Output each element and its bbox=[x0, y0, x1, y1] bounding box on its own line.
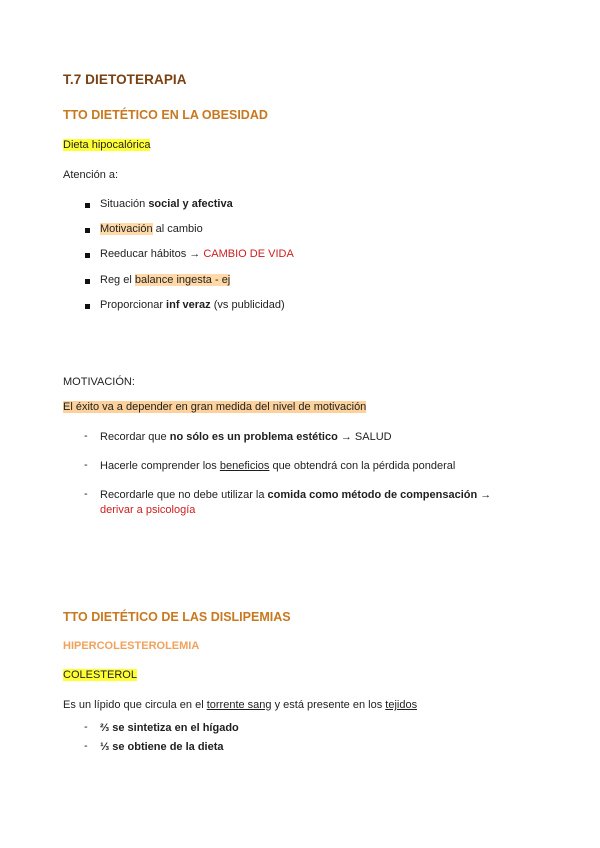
list-item: Reeducar hábitos → CAMBIO DE VIDA bbox=[100, 248, 294, 260]
page-title: T.7 DIETOTERAPIA bbox=[63, 72, 187, 87]
hipercolesterolemia-subheading: HIPERCOLESTEROLEMIA bbox=[63, 640, 200, 652]
list-item: Reg el balance ingesta - ej bbox=[100, 274, 231, 286]
dash-marker: - bbox=[84, 459, 88, 471]
dieta-hipocalorica-highlight: Dieta hipocalórica bbox=[63, 139, 151, 151]
motivacion-highlight: El éxito va a depender en gran medida del nivel de motivación bbox=[63, 401, 367, 413]
colesterol-highlight: COLESTEROL bbox=[63, 669, 137, 681]
list-item: Hacerle comprender los beneficios que obtendrá con la pérdida ponderal bbox=[100, 460, 456, 472]
list-item: ⅔ se sintetiza en el hígado bbox=[100, 722, 239, 734]
list-item: ⅓ se obtiene de la dieta bbox=[100, 741, 224, 753]
list-item: Motivación al cambio bbox=[100, 223, 203, 235]
bullet-icon bbox=[85, 228, 90, 233]
dash-marker: - bbox=[84, 430, 88, 442]
dash-marker: - bbox=[84, 721, 88, 733]
bullet-icon bbox=[85, 304, 90, 309]
section-obesidad-heading: TTO DIETÉTICO EN LA OBESIDAD bbox=[63, 108, 268, 122]
atencion-intro: Atención a: bbox=[63, 169, 119, 181]
motivacion-heading: MOTIVACIÓN: bbox=[63, 376, 135, 388]
list-item: Situación social y afectiva bbox=[100, 198, 233, 210]
list-item: Recordar que no sólo es un problema estético → SALUD bbox=[100, 431, 392, 443]
dash-marker: - bbox=[84, 740, 88, 752]
list-item: Recordarle que no debe utilizar la comida como método de compensación → derivar a psicología bbox=[100, 489, 492, 516]
bullet-icon bbox=[85, 279, 90, 284]
bullet-icon bbox=[85, 203, 90, 208]
colesterol-paragraph: Es un lípido que circula en el torrente sang y está presente en los tejidos bbox=[63, 699, 418, 711]
bullet-icon bbox=[85, 253, 90, 258]
list-item: Proporcionar inf veraz (vs publicidad) bbox=[100, 299, 285, 311]
section-dislipemias-heading: TTO DIETÉTICO DE LAS DISLIPEMIAS bbox=[63, 610, 291, 624]
dash-marker: - bbox=[84, 488, 88, 500]
